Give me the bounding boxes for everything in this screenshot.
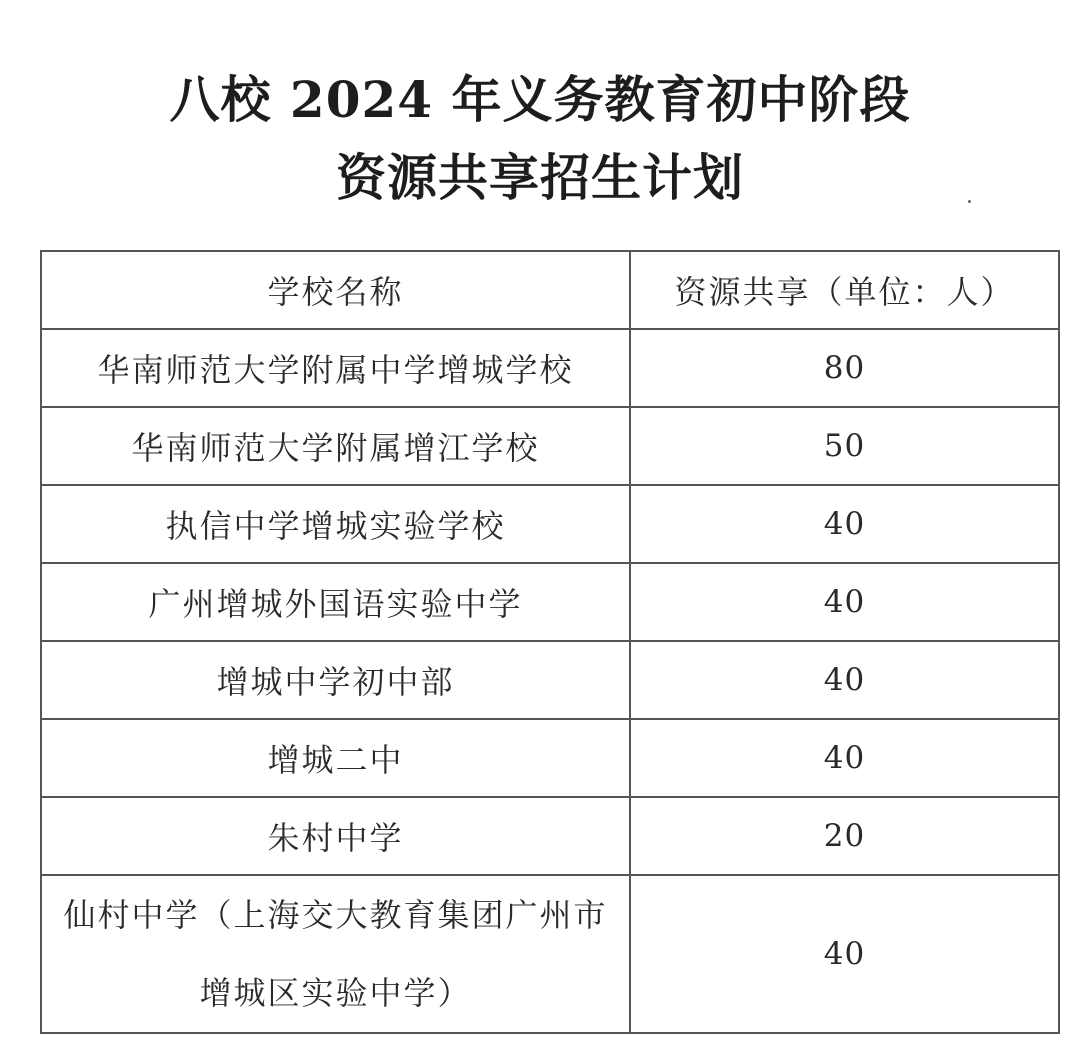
enrollment-plan-table — [40, 250, 1060, 1034]
table-header-row — [41, 251, 1059, 329]
quota-cell: 20 — [630, 797, 1059, 875]
school-name-cell: 执信中学增城实验学校 — [41, 485, 630, 563]
document-title-line-2: 资源共享招生计划 — [336, 148, 744, 207]
quota-cell: 40 — [630, 875, 1059, 1033]
table-row — [41, 407, 1059, 485]
school-name-cell: 广州增城外国语实验中学 — [41, 563, 630, 641]
school-name-cell: 仙村中学（上海交大教育集团广州市增城区实验中学） — [41, 875, 630, 1033]
school-name-cell: 朱村中学 — [41, 797, 630, 875]
table-row — [41, 329, 1059, 407]
table-row — [41, 563, 1059, 641]
table-row — [41, 797, 1059, 875]
quota-cell: 80 — [630, 329, 1059, 407]
quota-cell: 40 — [630, 719, 1059, 797]
table-row — [41, 485, 1059, 563]
quota-cell: 40 — [630, 641, 1059, 719]
school-name-cell: 增城二中 — [41, 719, 630, 797]
table-row — [41, 641, 1059, 719]
table-row — [41, 719, 1059, 797]
school-name-cell: 华南师范大学附属增江学校 — [41, 407, 630, 485]
header-school-name: 学校名称 — [41, 251, 630, 329]
quota-cell: 50 — [630, 407, 1059, 485]
table-row — [41, 875, 1059, 1033]
document-title-line-1: 八校 2024 年义务教育初中阶段 — [169, 70, 911, 129]
school-name-cell: 华南师范大学附属中学增城学校 — [41, 329, 630, 407]
school-name-cell: 增城中学初中部 — [41, 641, 630, 719]
quota-cell: 40 — [630, 485, 1059, 563]
header-quota: 资源共享（单位：人） — [630, 251, 1059, 329]
quota-cell: 40 — [630, 563, 1059, 641]
scan-speck — [968, 200, 971, 203]
